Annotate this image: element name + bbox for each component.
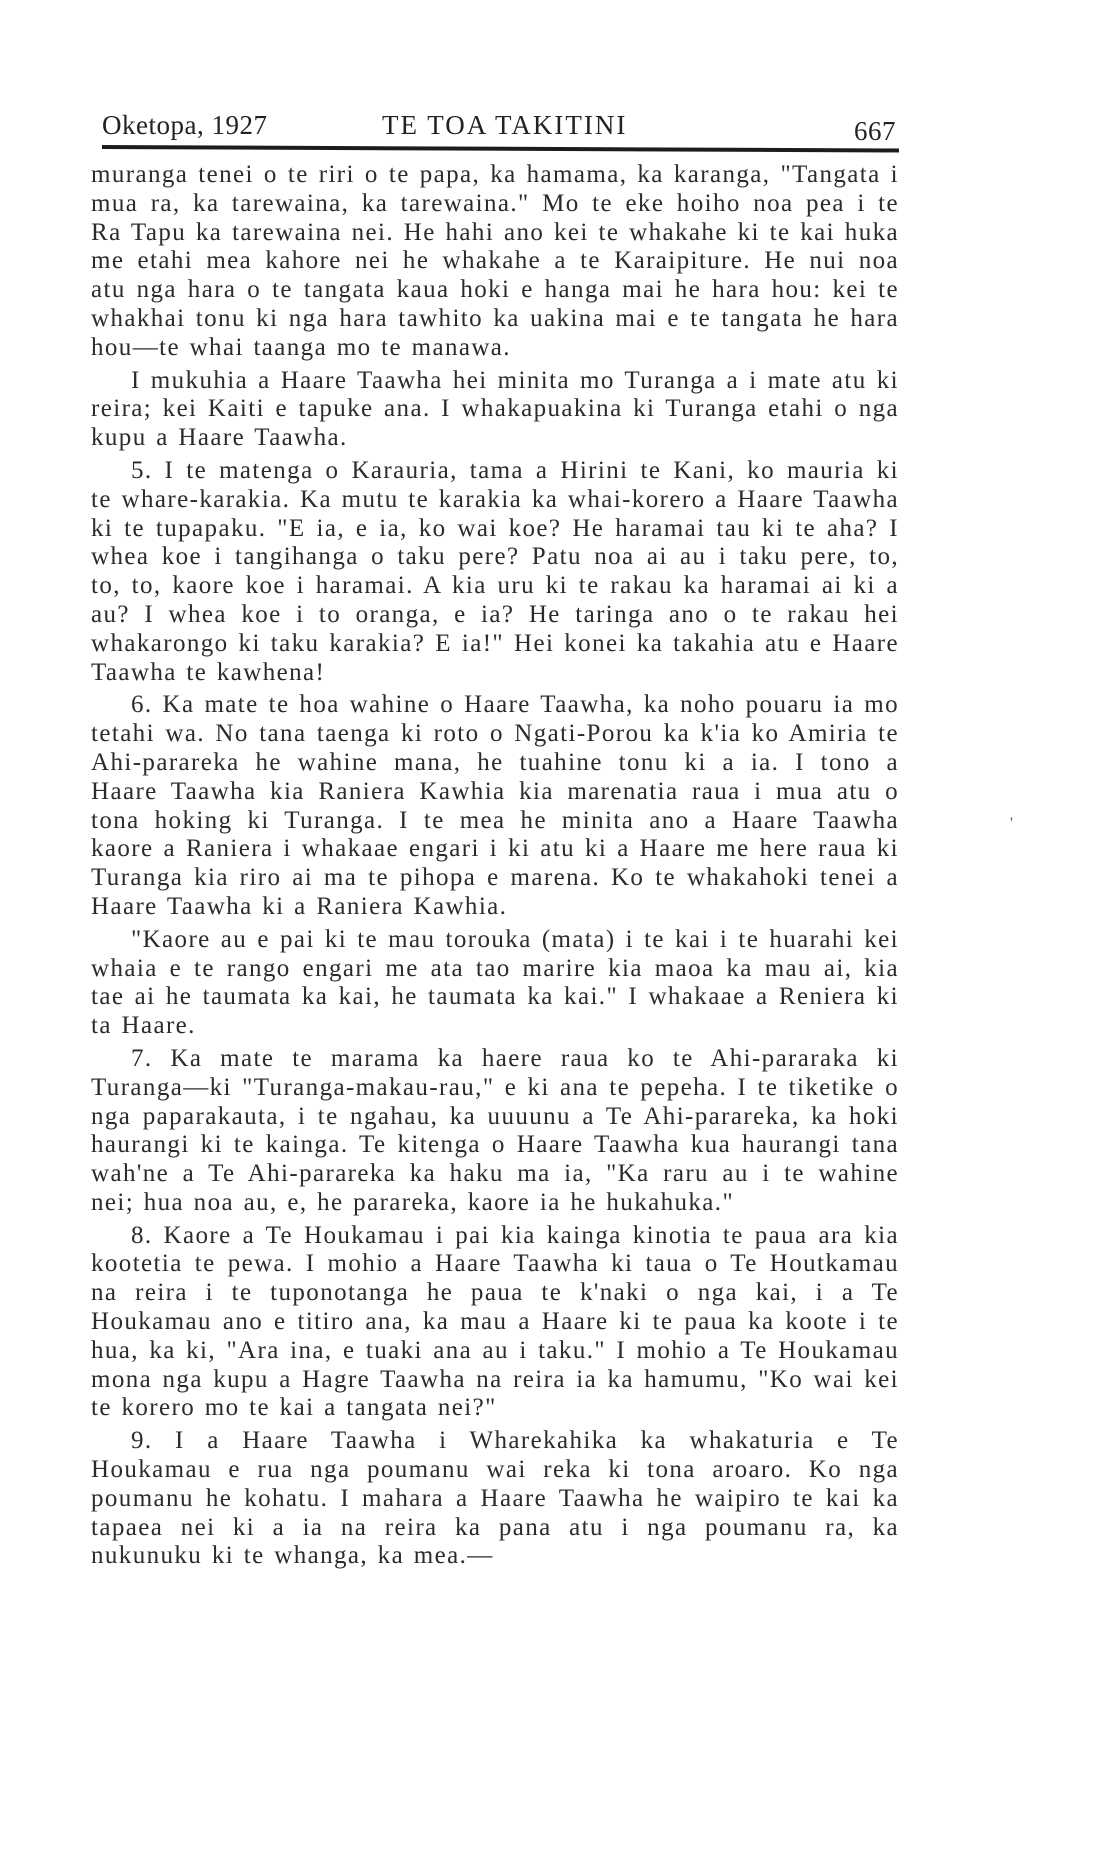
- article-body: [91, 161, 899, 1575]
- running-header: [102, 110, 896, 146]
- header-date: Oketopa, 1927: [102, 110, 268, 140]
- paragraph: "Kaore au e pai ki te mau torouka (mata) i te kai i te huarahi kei whaia e te rango engari me ata tao marire kia maoa ka mau ai, kia tae ai he taumata ka kai, he taumata ka kai." I whakaae a Reniera ki ta Haare.: [91, 925, 899, 1040]
- paragraph: I mukuhia a Haare Taawha hei minita mo Turanga a i mate atu ki reira; kei Kaiti e tapuke ana. I whakapuakina ki Turanga etahi o nga kupu a Haare Taawha.: [91, 366, 899, 452]
- paragraph-6: 6. Ka mate te hoa wahine o Haare Taawha, ka noho pouaru ia mo tetahi wa. No tana taenga ki roto o Ngati-Porou ka k'ia ko Amiria te Ahi-parareka he wahine mana, he tuahine tonu ki a ia. I tono a Haare Taawha kia Raniera Kawhia kia marenatia raua i mua atu o tona hoking ki Turanga. I te mea he minita ano a Haare Taawha kaore a Raniera i whakaae engari i ki atu ki a Haare me here raua ki Turanga kia riro ai ma te pihopa e marena. Ko te whakahoki tenei a Haare Taawha ki a Raniera Kawhia.: [91, 691, 899, 920]
- page-number: 667: [854, 116, 896, 146]
- paragraph-continuation: muranga tenei o te riri o te papa, ka hamama, ka karanga, "Tangata i mua ra, ka tarewaina, ka tarewaina." Mo te eke hoiho noa pea i te Ra Tapu ka tarewaina nei. He hahi ano kei te whakahe ki te kai huka me etahi mea kahore nei he whakahe a te Karaipiture. He nui noa atu nga hara o te tangata kaua hoki e hanga mai he hara hou: kei te whakhai tonu ki nga hara tawhito ka uakina mai e te tangata he hara hou—te whai taanga mo te manawa.: [91, 161, 899, 361]
- stray-mark: ': [1010, 815, 1013, 832]
- paragraph-7: 7. Ka mate te marama ka haere raua ko te Ahi-pararaka ki Turanga—ki "Turanga-makau-rau," e ki ana te pepeha. I te tiketike o nga paparakauta, i te ngahau, ka uuuunu a Te Ahi-parareka, ka hoki haurangi ki te kainga. Te kitenga o Haare Taawha kua haurangi tana wah'ne a Te Ahi-parareka ka haku ma ia, "Ka raru au i te wahine nei; hua noa au, e, he parareka, kaore ia he hukahuka.": [91, 1044, 899, 1216]
- paragraph-5: 5. I te matenga o Karauria, tama a Hirini te Kani, ko mauria ki te whare-karakia. Ka mutu te karakia ka whai-korero a Haare Taawha ki te tupapaku. "E ia, e ia, ko wai koe? He haramai tau ki te aha? I whea koe i tangihanga o taku pere? Patu noa ai au i taku pere, to, to, to, kaore koe i haramai. A kia uru ki te rakau ka haramai ai ki a au? I whea koe i to oranga, e ia? He taringa ano o te rakau hei whakarongo ki taku karakia? E ia!" Hei konei ka takahia atu e Haare Taawha te kawhena!: [91, 456, 899, 686]
- paragraph-9: 9. I a Haare Taawha i Wharekahika ka whakaturia e Te Houkamau e rua nga poumanu wai reka ki tona aroaro. Ko nga poumanu he kohatu. I mahara a Haare Taawha he waipiro te kai ka tapaea nei ki a ia na reira ka pana atu i nga poumanu ra, ka nukunuku ki te whanga, ka mea.—: [91, 1427, 899, 1570]
- header-rule: [102, 145, 899, 152]
- header-title: TE TOA TAKITINI: [382, 110, 628, 140]
- paragraph-8: 8. Kaore a Te Houkamau i pai kia kainga kinotia te paua ara kia kootetia te pewa. I mohio a Haare Taawha ki taua o Te Houtkamau na reira i te tuponotanga he paua te k'naki o nga kai, i a Te Houkamau ano e titiro ana, ka mau a Haare ki te paua ka koote i te hua, ka ki, "Ara ina, e tuaki ana au i taku." I mohio a Te Houkamau mona nga kupu a Hagre Taawha na reira ia ka hamumu, "Ko wai kei te korero mo te kai a tangata nei?": [91, 1221, 899, 1422]
